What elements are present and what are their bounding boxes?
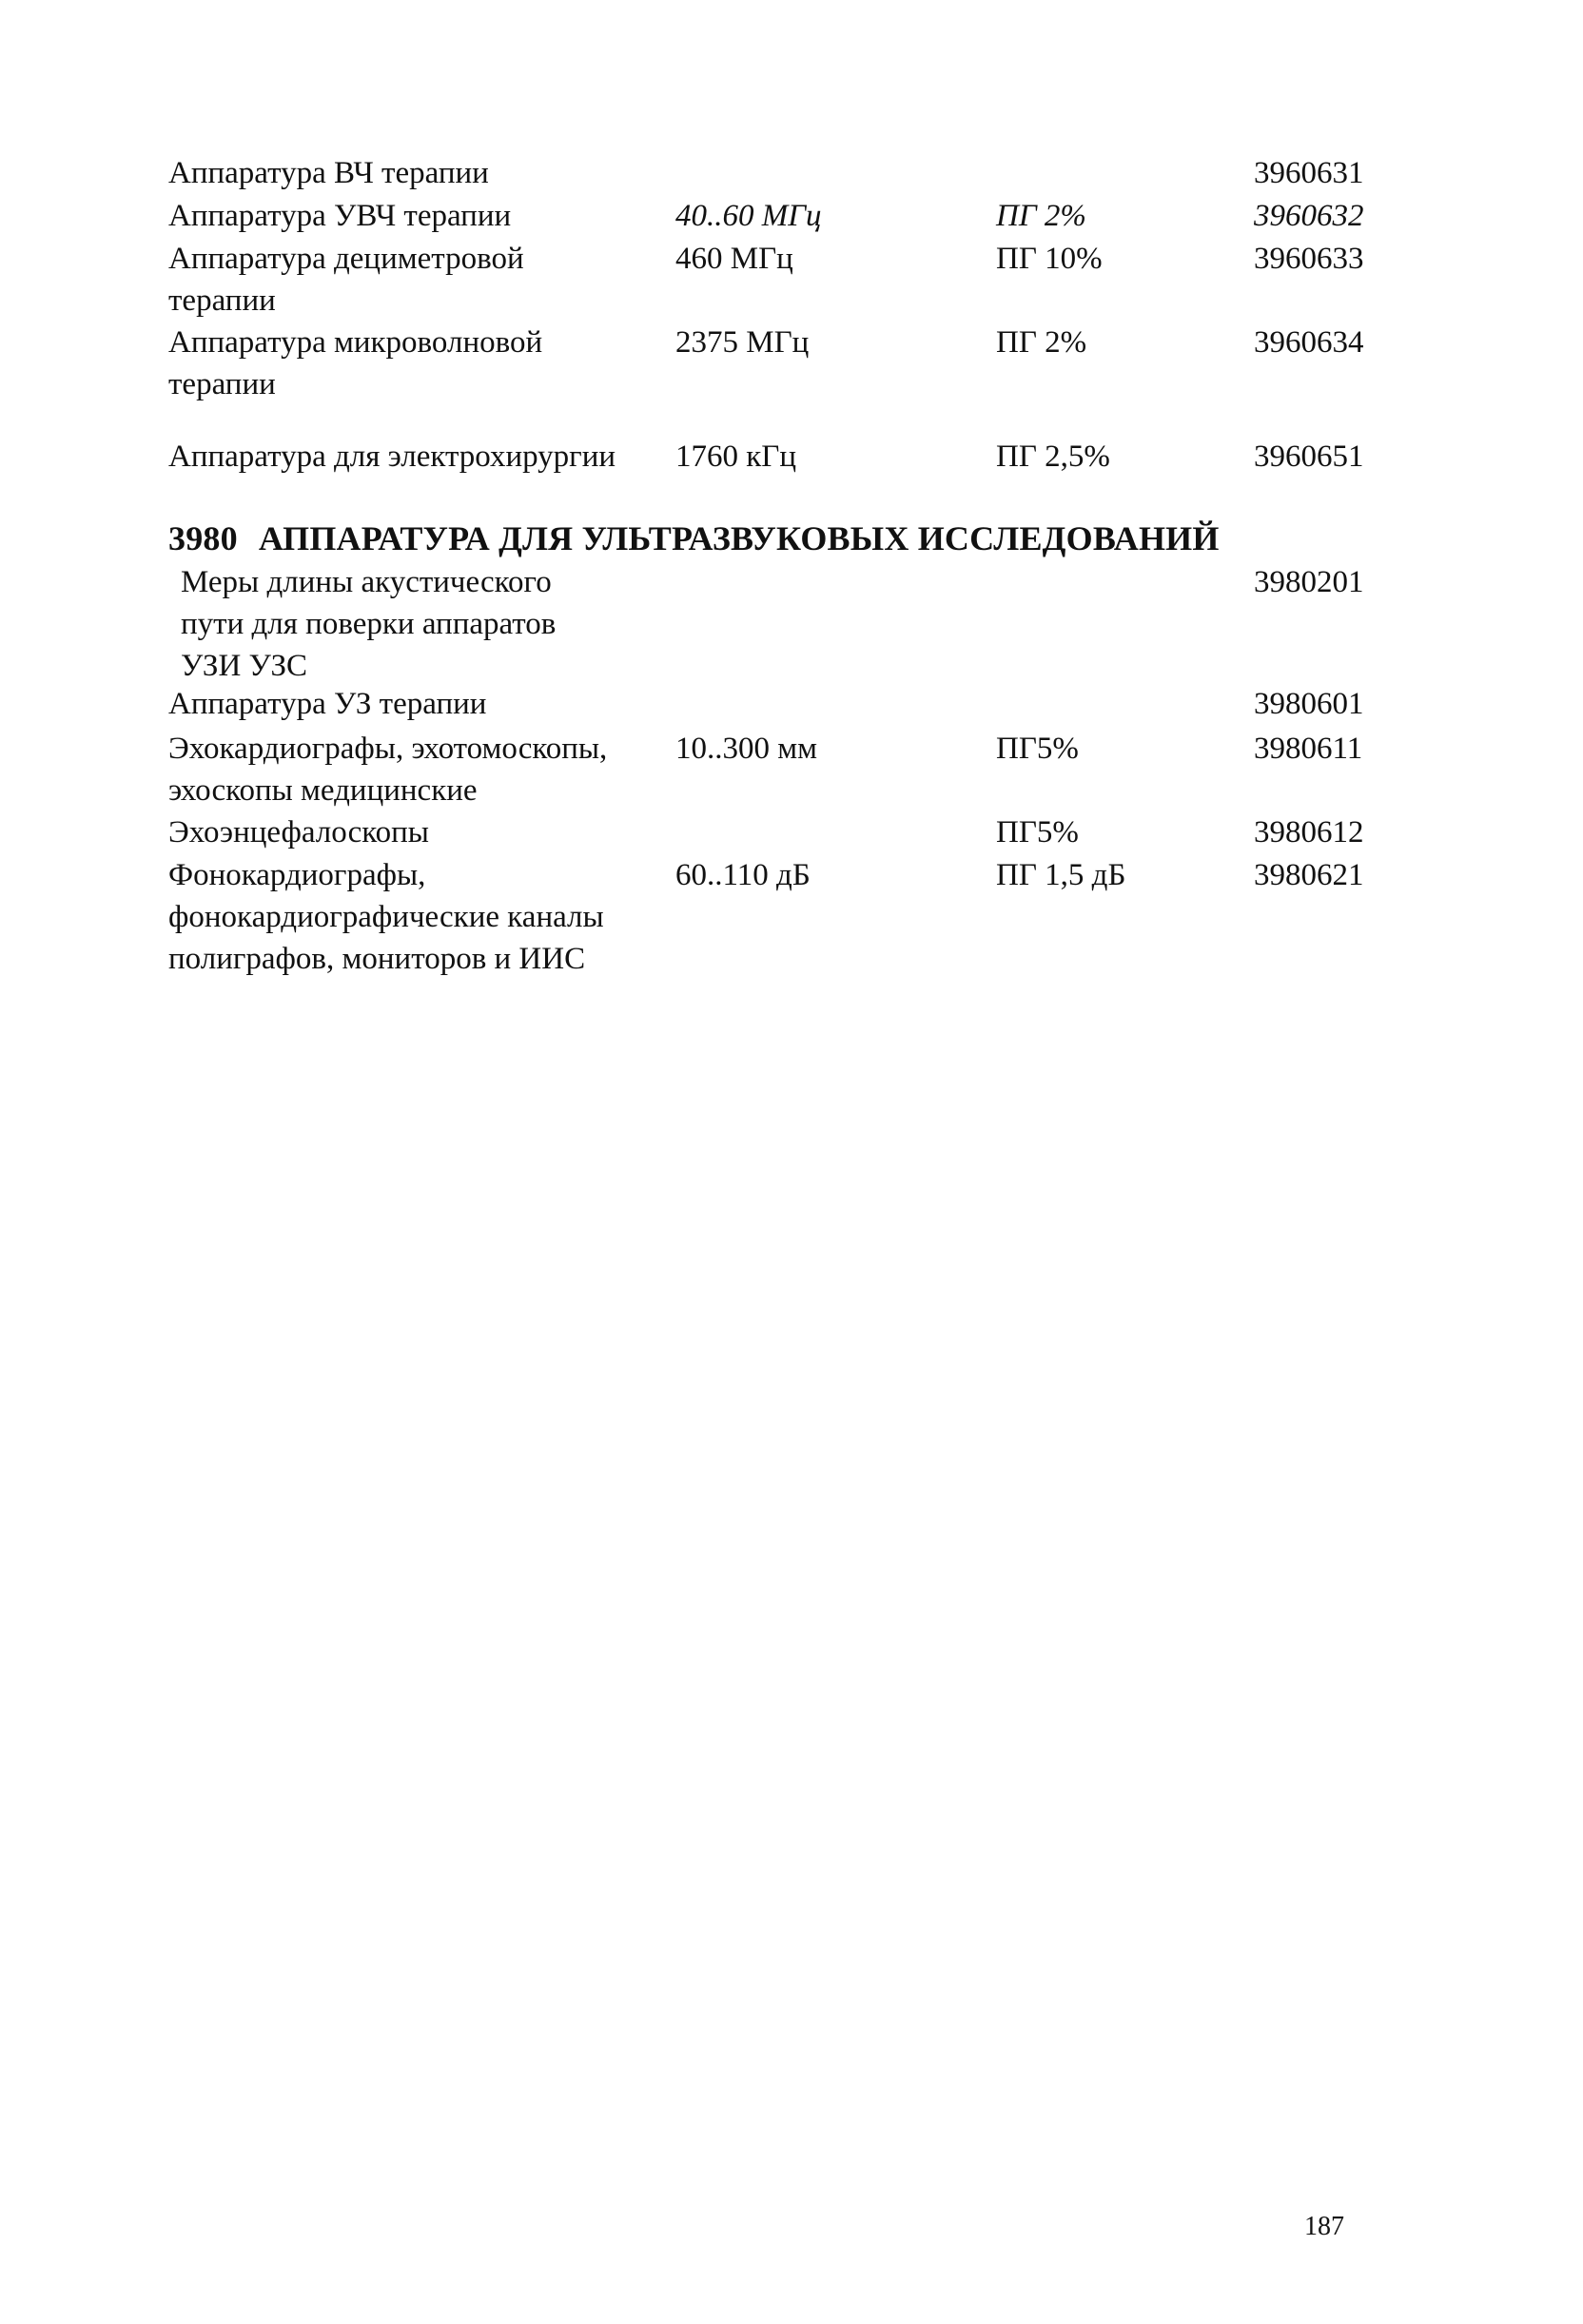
device-code: 3960631: [1254, 156, 1364, 190]
error-limit: ПГ 2,5%: [996, 439, 1110, 474]
measurement-range: 10..300 мм: [675, 732, 818, 766]
device-name: Аппаратура микроволновой терапии: [168, 325, 543, 401]
device-code: 3980601: [1254, 687, 1364, 721]
section-title: АППАРАТУРА ДЛЯ УЛЬТРАЗВУКОВЫХ ИССЛЕДОВАНИЙ: [258, 519, 1220, 557]
measurement-range: 460 МГц: [675, 242, 793, 276]
device-code: 3960633: [1254, 242, 1364, 276]
error-limit: ПГ5%: [996, 732, 1079, 766]
measurement-range: 2375 МГц: [675, 325, 810, 360]
device-name: Эхокардиографы, эхотомоскопы, эхоскопы медицинские: [168, 732, 608, 808]
device-code: 3980612: [1254, 815, 1364, 850]
device-code: 3960634: [1254, 325, 1364, 360]
device-name: Аппаратура дециметровой терапии: [168, 242, 524, 318]
section-heading: [168, 516, 1220, 561]
device-name: Аппаратура УЗ терапии: [168, 687, 487, 721]
device-name: Аппаратура для электрохирургии: [168, 439, 616, 474]
device-code: 3980611: [1254, 732, 1363, 766]
device-code: 3960651: [1254, 439, 1364, 474]
device-name: Меры длины акустического пути для поверки аппаратов УЗИ УЗС: [181, 565, 557, 683]
section-number: 3980: [168, 519, 238, 557]
device-name: Аппаратура ВЧ терапии: [168, 156, 489, 190]
measurement-range: 40..60 МГц: [675, 199, 822, 233]
device-name: Эхоэнцефалоскопы: [168, 815, 429, 850]
device-code: 3980201: [1254, 565, 1364, 599]
page-number: 187: [1304, 2212, 1344, 2241]
device-code: 3960632: [1254, 199, 1364, 233]
device-name: Аппаратура УВЧ терапии: [168, 199, 512, 233]
error-limit: ПГ5%: [996, 815, 1079, 850]
device-code: 3980621: [1254, 858, 1364, 892]
error-limit: ПГ 2%: [996, 199, 1086, 233]
measurement-range: 60..110 дБ: [675, 858, 811, 892]
error-limit: ПГ 2%: [996, 325, 1087, 360]
measurement-range: 1760 кГц: [675, 439, 797, 474]
device-name: Фонокардиографы, фонокардиографические каналы полиграфов, мониторов и ИИС: [168, 858, 604, 976]
error-limit: ПГ 10%: [996, 242, 1103, 276]
error-limit: ПГ 1,5 дБ: [996, 858, 1126, 892]
